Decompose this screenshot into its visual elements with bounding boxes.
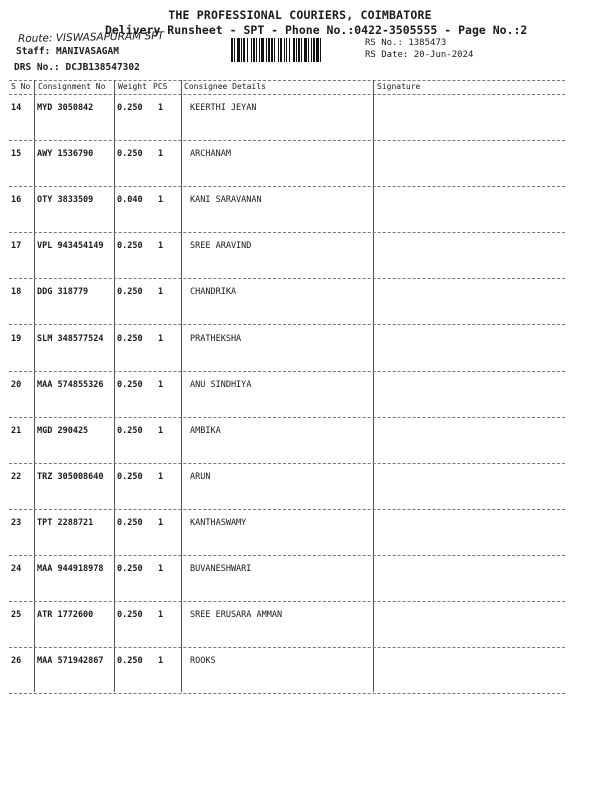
row-pcs: 1 [158, 380, 164, 390]
drs-number: DRS No.: DCJB138547302 [14, 62, 140, 73]
row-consignment-number: OTY 3833509 [37, 195, 94, 205]
row-weight: 0.250 [117, 656, 143, 666]
row-sno: 18 [11, 287, 22, 297]
row-consignee: ARCHANAM [190, 149, 231, 159]
row-consignee: CHANDRIKA [190, 287, 237, 297]
row-sno: 25 [11, 610, 22, 620]
row-weight: 0.250 [117, 610, 143, 620]
row-sno: 15 [11, 149, 22, 159]
row-consignment-number: MAA 944918978 [37, 564, 104, 574]
barcode-image [231, 38, 357, 62]
column-header-consignment: Consignment No [38, 82, 106, 91]
row-weight: 0.250 [117, 380, 143, 390]
row-weight: 0.250 [117, 518, 143, 528]
row-weight: 0.250 [117, 426, 143, 436]
row-pcs: 1 [158, 610, 164, 620]
row-pcs: 1 [158, 287, 164, 297]
row-weight: 0.250 [117, 103, 143, 113]
row-pcs: 1 [158, 241, 164, 251]
row-consignment-number: TRZ 305008640 [37, 472, 104, 482]
row-consignment-number: MGD 290425 [37, 426, 89, 436]
column-header-consignee: Consignee Details [184, 82, 266, 91]
column-header-pcs: PCS [153, 82, 168, 91]
row-consignee: KANTHASWAMY [190, 518, 247, 528]
row-sno: 21 [11, 426, 22, 436]
column-header-signature: Signature [377, 82, 421, 91]
row-consignee: BUVANESHWARI [190, 564, 252, 574]
barcode-bar [321, 38, 323, 62]
row-sno: 19 [11, 334, 22, 344]
row-separator [9, 371, 565, 372]
row-weight: 0.250 [117, 287, 143, 297]
row-sno: 26 [11, 656, 22, 666]
staff-label: Staff: MANIVASAGAM [16, 46, 119, 57]
row-consignee: ARUN [190, 472, 211, 482]
row-signature-cell[interactable] [377, 149, 563, 179]
row-pcs: 1 [158, 564, 164, 574]
row-consignment-number: AWY 1536790 [37, 149, 94, 159]
runsheet-subtitle: Delivery Runsheet - SPT - Phone No.:0422-3505555 - Page No.:2 [105, 23, 528, 37]
row-separator [9, 555, 565, 556]
row-signature-cell[interactable] [377, 334, 563, 364]
column-header-sno: S No [11, 82, 31, 91]
row-signature-cell[interactable] [377, 241, 563, 271]
row-consignee: SREE ERUSARA AMMAN [190, 610, 283, 620]
row-consignee: KEERTHI JEYAN [190, 103, 257, 113]
row-sno: 16 [11, 195, 22, 205]
row-consignment-number: MAA 574855326 [37, 380, 104, 390]
row-consignee: AMBIKA [190, 426, 221, 436]
row-consignee: SREE ARAVIND [190, 241, 252, 251]
row-consignment-number: MYD 3050842 [37, 103, 94, 113]
row-separator [9, 463, 565, 464]
route-label: Route: VISWASAPURAM SPT [17, 29, 165, 45]
row-consignee: ROOKS [190, 656, 216, 666]
row-signature-cell[interactable] [377, 380, 563, 410]
row-pcs: 1 [158, 518, 164, 528]
row-sno: 14 [11, 103, 22, 113]
row-consignment-number: TPT 2288721 [37, 518, 94, 528]
row-sno: 22 [11, 472, 22, 482]
row-sno: 17 [11, 241, 22, 251]
row-pcs: 1 [158, 103, 164, 113]
row-separator [9, 509, 565, 510]
row-consignment-number: DDG 318779 [37, 287, 89, 297]
column-header-weight: Weight [118, 82, 147, 91]
row-consignment-number: SLM 348577524 [37, 334, 104, 344]
row-pcs: 1 [158, 195, 164, 205]
row-consignee: ANU SINDHIYA [190, 380, 252, 390]
row-signature-cell[interactable] [377, 656, 563, 686]
row-sno: 20 [11, 380, 22, 390]
row-separator [9, 278, 565, 279]
row-separator [9, 232, 565, 233]
row-signature-cell[interactable] [377, 472, 563, 502]
row-signature-cell[interactable] [377, 564, 563, 594]
row-weight: 0.250 [117, 472, 143, 482]
company-title: THE PROFESSIONAL COURIERS, COIMBATORE [168, 8, 432, 22]
row-sno: 23 [11, 518, 22, 528]
row-weight: 0.250 [117, 564, 143, 574]
row-separator [9, 324, 565, 325]
row-separator [9, 186, 565, 187]
row-pcs: 1 [158, 334, 164, 344]
row-weight: 0.250 [117, 334, 143, 344]
row-consignment-number: MAA 571942867 [37, 656, 104, 666]
row-consignee: PRATHEKSHA [190, 334, 242, 344]
row-pcs: 1 [158, 426, 164, 436]
row-signature-cell[interactable] [377, 195, 563, 225]
row-weight: 0.250 [117, 149, 143, 159]
row-signature-cell[interactable] [377, 287, 563, 317]
header-bottom-rule [9, 94, 565, 95]
row-separator [9, 693, 565, 694]
row-separator [9, 140, 565, 141]
row-consignment-number: ATR 1772600 [37, 610, 94, 620]
row-sno: 24 [11, 564, 22, 574]
row-signature-cell[interactable] [377, 103, 563, 133]
row-consignee: KANI SARAVANAN [190, 195, 262, 205]
row-signature-cell[interactable] [377, 426, 563, 456]
row-signature-cell[interactable] [377, 518, 563, 548]
row-pcs: 1 [158, 472, 164, 482]
row-separator [9, 647, 565, 648]
row-weight: 0.040 [117, 195, 143, 205]
row-weight: 0.250 [117, 241, 143, 251]
row-separator [9, 417, 565, 418]
rs-date: RS Date: 20-Jun-2024 [365, 50, 474, 60]
row-pcs: 1 [158, 149, 164, 159]
row-separator [9, 601, 565, 602]
rs-number: RS No.: 1385473 [365, 38, 447, 48]
row-pcs: 1 [158, 656, 164, 666]
row-signature-cell[interactable] [377, 610, 563, 640]
row-consignment-number: VPL 943454149 [37, 241, 104, 251]
table-top-rule [9, 80, 565, 81]
